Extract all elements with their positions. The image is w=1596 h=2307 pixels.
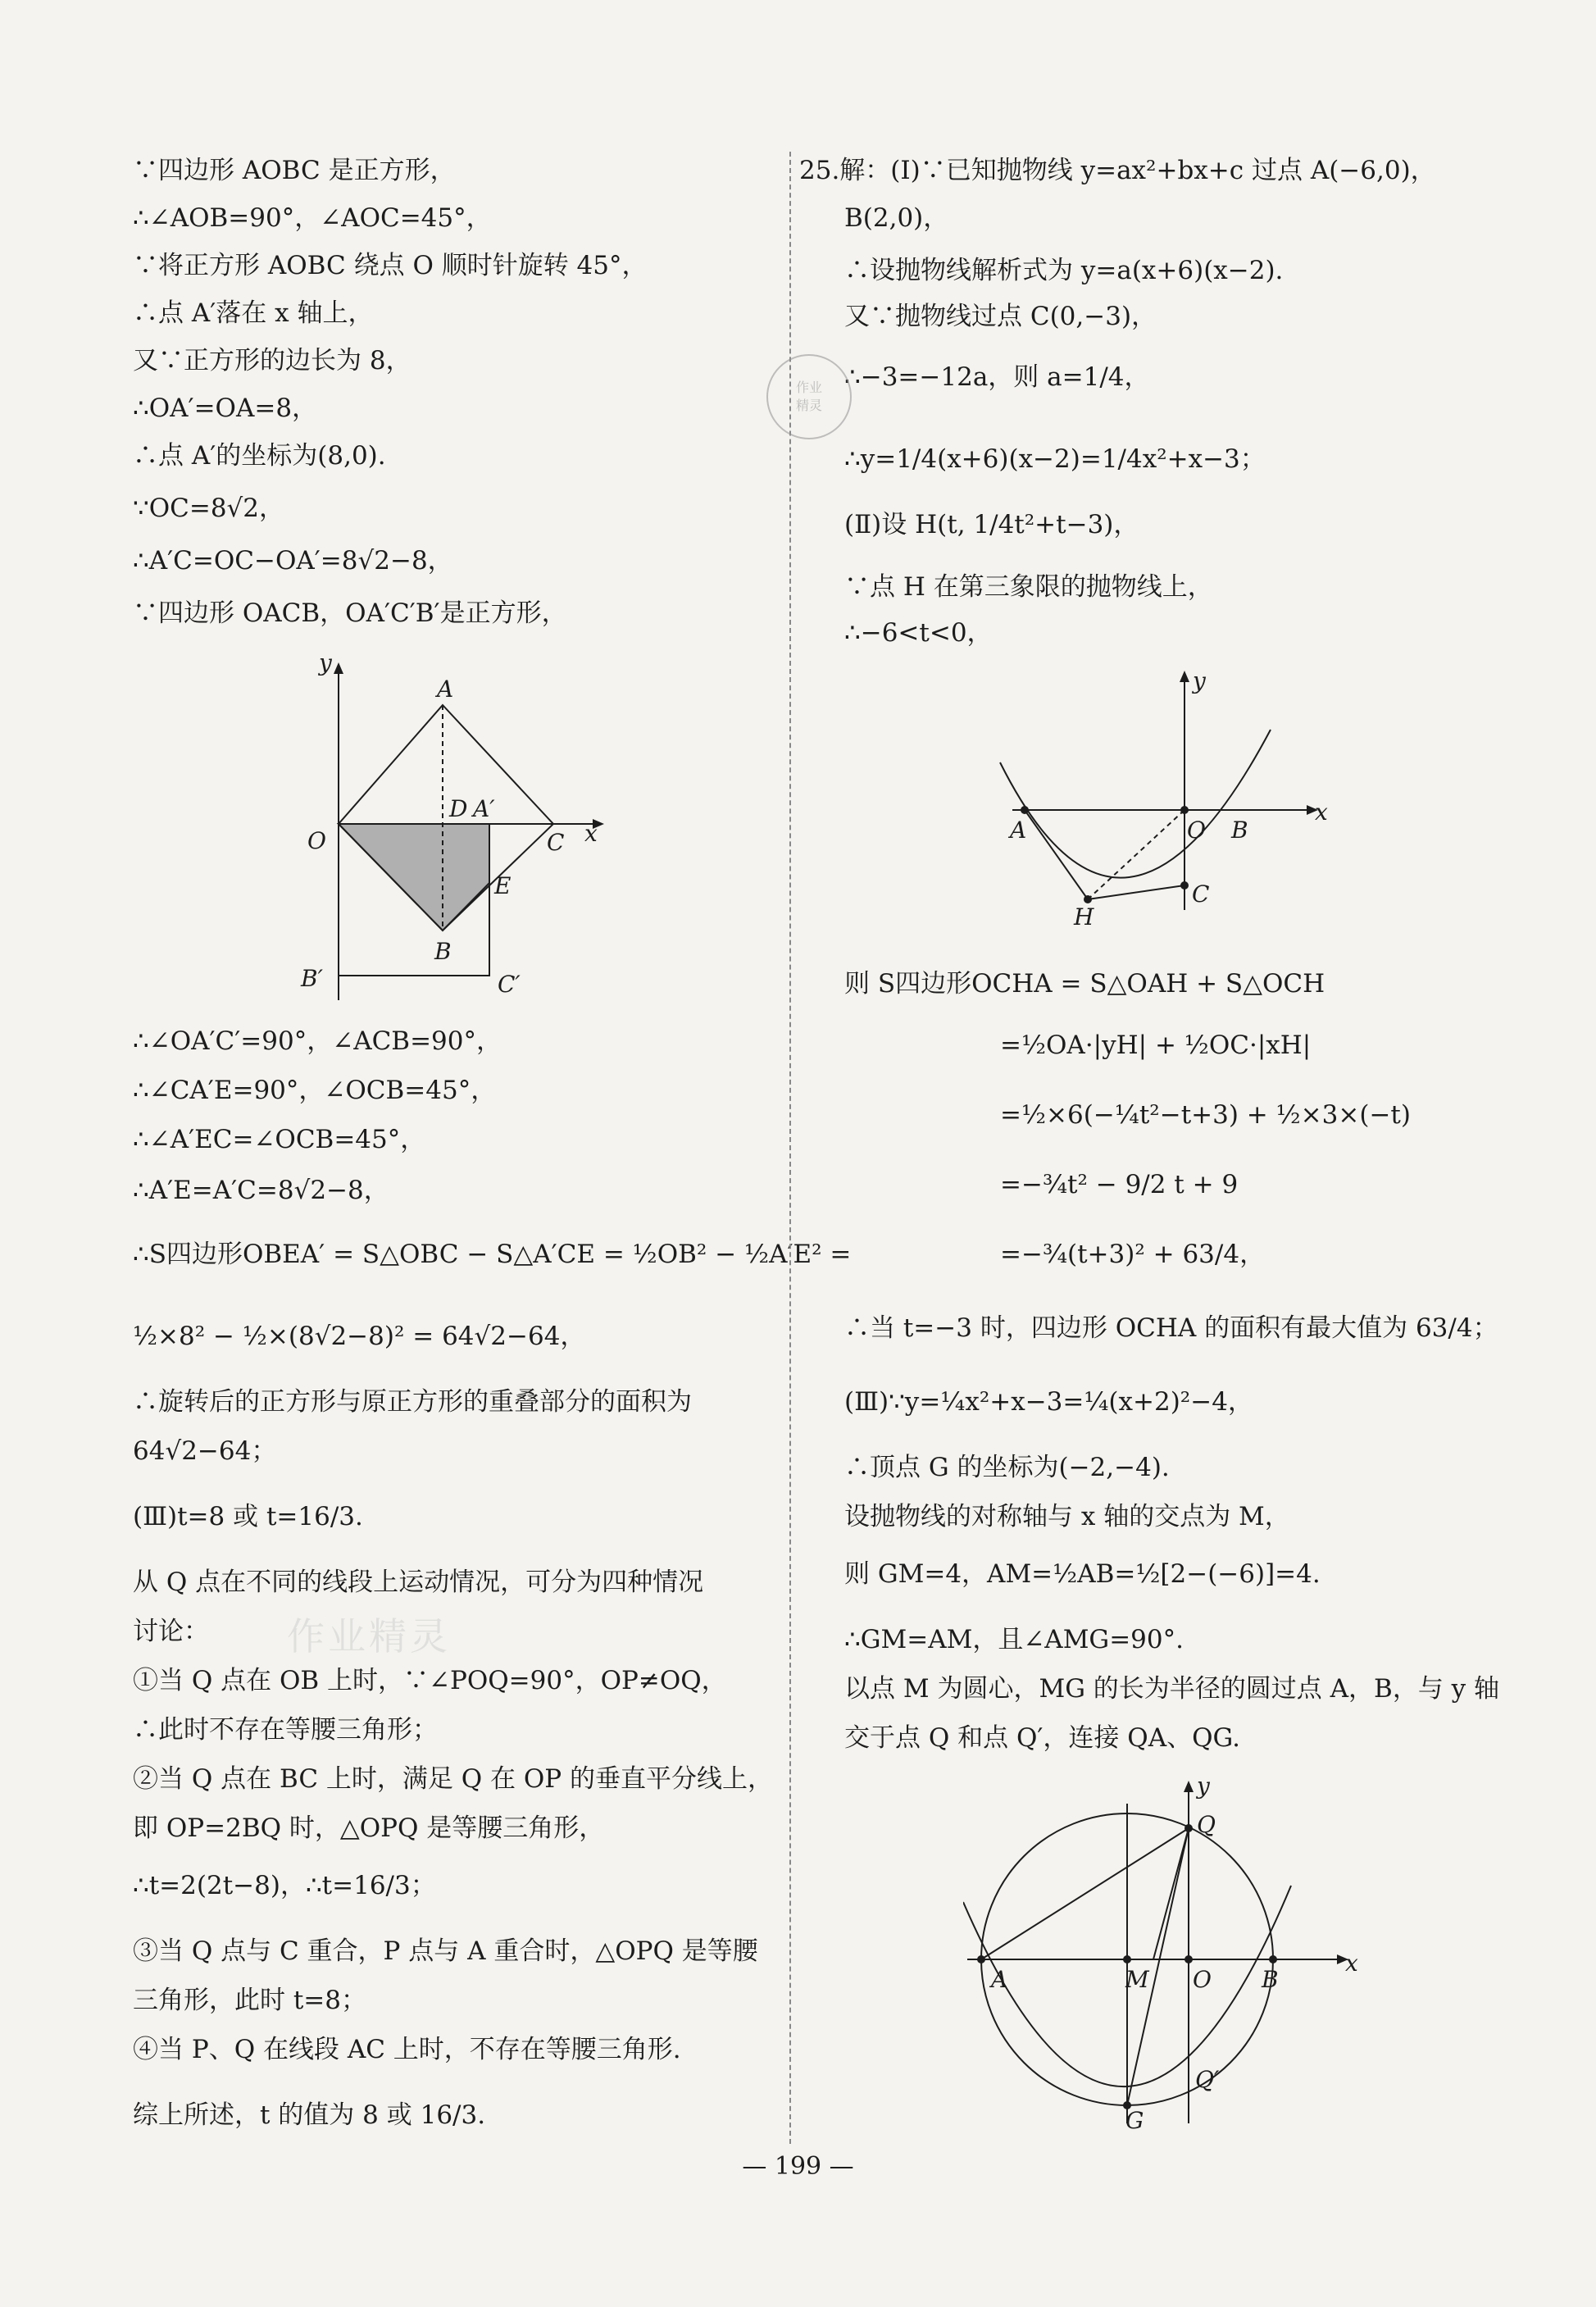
label-H: H [1074,903,1094,931]
label-C: C [1192,880,1210,908]
text-line: (Ⅲ)∵y=¼x²+x−3=¼(x+2)²−4， [844,1387,1253,1417]
label-x: x [584,820,598,847]
text-line: ∴A′C=OC−OA′=8√2−8， [133,546,453,576]
text-line: 25.解：(Ⅰ)∵已知抛物线 y=ax²+bx+c 过点 A(−6,0)， [799,156,1436,185]
text-line: ∴y=1/4(x+6)(x−2)=1/4x²+x−3； [844,444,1266,474]
text-line: ∵四边形 OACB，OA′C′B′是正方形， [133,598,567,628]
label-A: A [991,1966,1008,1993]
label-A-prime: A′ [473,795,495,822]
text-line: ∴GM=AM，且∠AMG=90°. [844,1625,1184,1654]
text-line: =½×6(−¼t²−t+3) + ½×3×(−t) [1000,1100,1411,1130]
label-O: O [1187,817,1206,844]
label-A: A [1010,817,1027,844]
text-line: ∵将正方形 AOBC 绕点 O 顺时针旋转 45°， [133,251,648,280]
stamp-seal: 作业 精灵 [766,354,852,439]
text-line: ∴OA′=OA=8， [133,394,318,423]
text-line: ∴∠AOB=90°，∠AOC=45°， [133,203,492,233]
label-x: x [1345,1950,1358,1977]
text-line: ∴旋转后的正方形与原正方形的重叠部分的面积为 [133,1387,692,1417]
text-line: ∴当 t=−3 时，四边形 OCHA 的面积有最大值为 63/4； [844,1313,1498,1343]
text-line: ∴点 A′落在 x 轴上， [133,298,374,328]
text-line: ∴A′E=A′C=8√2−8， [133,1176,389,1205]
text-line: ∴t=2(2t−8)，∴t=16/3； [133,1871,436,1900]
text-line: ④当 P、Q 在线段 AC 上时，不存在等腰三角形. [133,2035,681,2064]
text-line: ∴−6<t<0， [844,618,993,648]
text-line: =½OA·|yH| + ½OC·|xH| [1000,1031,1312,1060]
label-B: B [1231,817,1248,844]
text-line: ③当 Q 点与 C 重合，P 点与 A 重合时，△OPQ 是等腰 [133,1936,758,1966]
text-line: ∵点 H 在第三象限的抛物线上， [844,572,1213,602]
text-line: 设抛物线的对称轴与 x 轴的交点为 M， [844,1502,1290,1531]
label-G: G [1125,2107,1144,2132]
figure-parabola [967,664,1344,935]
label-B-prime: B′ [301,965,323,992]
text-line: =−¾t² − 9/2 t + 9 [1000,1170,1239,1199]
column-divider [789,152,791,2144]
text-line: 则 GM=4，AM=½AB=½[2−(−6)]=4. [844,1559,1321,1589]
label-M: M [1125,1966,1149,1993]
text-line: ∵OC=8√2， [133,494,285,523]
text-line: 讨论： [133,1617,209,1646]
label-A: A [437,676,454,703]
page-number: — 199 — [742,2152,854,2181]
label-y: y [1197,1772,1210,1800]
text-line: 即 OP=2BQ 时，△OPQ 是等腰三角形， [133,1813,605,1843]
label-x: x [1315,799,1328,826]
text-line: (Ⅲ)t=8 或 t=16/3. [133,1502,363,1531]
text-line: B(2,0)， [844,203,949,233]
text-line: 综上所述，t 的值为 8 或 16/3. [133,2100,486,2130]
label-O: O [307,827,326,854]
text-line: ②当 Q 点在 BC 上时，满足 Q 在 OP 的垂直平分线上， [133,1764,774,1794]
label-Q-prime: Q′ [1195,2066,1220,2093]
text-line: =−¾(t+3)² + 63/4， [1000,1240,1266,1269]
text-line: ∴∠CA′E=90°，∠OCB=45°， [133,1076,497,1105]
text-line: ½×8² − ½×(8√2−8)² = 64√2−64， [133,1322,586,1351]
text-line: 交于点 Q 和点 Q′，连接 QA、QG. [844,1723,1241,1753]
label-Q: Q [1197,1811,1216,1838]
text-line: 三角形，此时 t=8； [133,1986,367,2015]
text-line: 以点 M 为圆心，MG 的长为半径的圆过点 A，B，与 y 轴 [844,1674,1500,1704]
text-line: ∴S四边形OBEA′ = S△OBC − S△A′CE = ½OB² − ½A′E² = [133,1240,852,1269]
text-line: (Ⅱ)设 H(t, 1/4t²+t−3)， [844,510,1139,539]
watermark: 作业精灵 [287,1614,451,1659]
text-line: 又∵正方形的边长为 8， [133,346,412,375]
label-C: C [547,829,565,856]
text-line: ∵四边形 AOBC 是正方形， [133,156,456,185]
text-line: ∴点 A′的坐标为(8,0). [133,441,386,471]
text-line: ①当 Q 点在 OB 上时，∵∠POQ=90°，OP≠OQ， [133,1666,727,1695]
figure-rotated-squares [283,656,611,1017]
text-line: 从 Q 点在不同的线段上运动情况，可分为四种情况 [133,1568,704,1597]
label-C-prime: C′ [498,971,521,998]
label-y: y [319,656,332,676]
text-line: ∴∠OA′C′=90°，∠ACB=90°， [133,1026,502,1056]
figure-circle-parabola [963,1771,1365,2132]
text-line: ∴顶点 G 的坐标为(−2,−4). [844,1453,1170,1482]
text-line: 又∵抛物线过点 C(0,−3)， [844,302,1157,331]
text-line: ∴−3=−12a，则 a=1/4， [844,362,1150,392]
label-O: O [1193,1966,1212,1993]
text-line: 64√2−64； [133,1436,277,1466]
label-y: y [1193,667,1206,694]
label-D: D [449,795,468,822]
text-line: ∴此时不存在等腰三角形； [133,1715,438,1745]
text-line: 则 S四边形OCHA = S△OAH + S△OCH [844,969,1325,999]
label-B: B [434,938,452,965]
text-line: ∴∠A′EC=∠OCB=45°， [133,1125,426,1154]
label-E: E [494,872,512,899]
text-line: ∴设抛物线解析式为 y=a(x+6)(x−2). [844,256,1284,285]
label-B: B [1262,1966,1279,1993]
